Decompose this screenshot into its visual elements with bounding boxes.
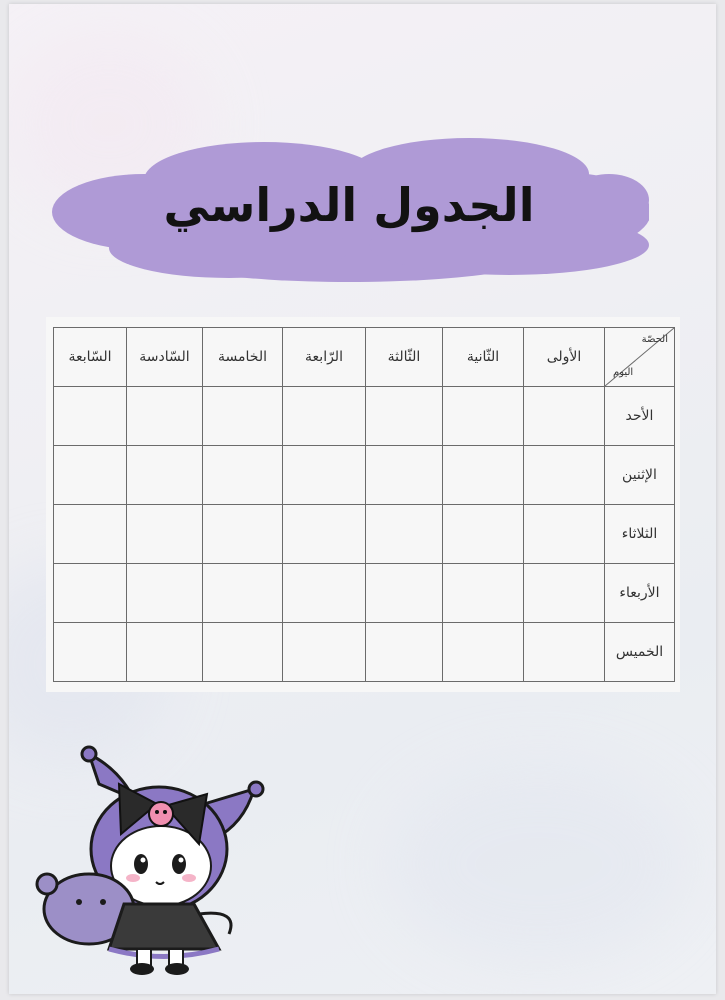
schedule-cell[interactable] (524, 505, 605, 564)
period-header: الثّالثة (366, 328, 443, 387)
schedule-cell[interactable] (54, 505, 127, 564)
schedule-cell[interactable] (203, 623, 283, 682)
schedule-cell[interactable] (127, 505, 203, 564)
schedule-cell[interactable] (283, 564, 366, 623)
day-row (54, 564, 675, 623)
schedule-cell[interactable] (283, 505, 366, 564)
schedule-cell[interactable] (366, 387, 443, 446)
schedule-cell[interactable] (443, 446, 524, 505)
period-header: السّابعة (54, 328, 127, 387)
schedule-cell[interactable] (283, 446, 366, 505)
day-row (54, 387, 675, 446)
schedule-cell[interactable] (283, 387, 366, 446)
header-row (54, 328, 675, 387)
day-label: الأربعاء (605, 564, 675, 623)
corner-cell (605, 328, 675, 387)
schedule-cell[interactable] (54, 623, 127, 682)
day-label: الأحد (605, 387, 675, 446)
schedule-cell[interactable] (366, 505, 443, 564)
period-header: الأولى (524, 328, 605, 387)
schedule-cell[interactable] (127, 564, 203, 623)
background-wash (389, 764, 689, 964)
schedule-cell[interactable] (443, 623, 524, 682)
timetable (53, 327, 675, 682)
schedule-cell[interactable] (443, 387, 524, 446)
day-label: الإثنين (605, 446, 675, 505)
schedule-cell[interactable] (127, 387, 203, 446)
schedule-cell[interactable] (203, 564, 283, 623)
corner-period-label: الحصّة (641, 334, 668, 345)
schedule-cell[interactable] (443, 564, 524, 623)
page-title: الجدول الدراسي (163, 178, 535, 232)
schedule-cell[interactable] (524, 564, 605, 623)
day-row (54, 446, 675, 505)
schedule-page (9, 4, 716, 994)
day-label: الخميس (605, 623, 675, 682)
schedule-cell[interactable] (54, 387, 127, 446)
timetable-card (46, 317, 680, 692)
day-label: الثلاثاء (605, 505, 675, 564)
schedule-cell[interactable] (366, 623, 443, 682)
schedule-cell[interactable] (127, 623, 203, 682)
period-header: الخامسة (203, 328, 283, 387)
schedule-cell[interactable] (203, 387, 283, 446)
schedule-cell[interactable] (203, 446, 283, 505)
day-row (54, 505, 675, 564)
schedule-cell[interactable] (524, 387, 605, 446)
schedule-cell[interactable] (54, 564, 127, 623)
schedule-cell[interactable] (366, 564, 443, 623)
period-header: السّادسة (127, 328, 203, 387)
schedule-cell[interactable] (524, 623, 605, 682)
corner-day-label: اليوم (613, 367, 634, 378)
period-header: الرّابعة (283, 328, 366, 387)
schedule-cell[interactable] (203, 505, 283, 564)
schedule-cell[interactable] (366, 446, 443, 505)
schedule-cell[interactable] (283, 623, 366, 682)
period-header: الثّانية (443, 328, 524, 387)
schedule-cell[interactable] (54, 446, 127, 505)
schedule-cell[interactable] (524, 446, 605, 505)
kuromi-mascot-illustration-icon (29, 744, 279, 979)
schedule-cell[interactable] (127, 446, 203, 505)
schedule-cell[interactable] (443, 505, 524, 564)
day-row (54, 623, 675, 682)
